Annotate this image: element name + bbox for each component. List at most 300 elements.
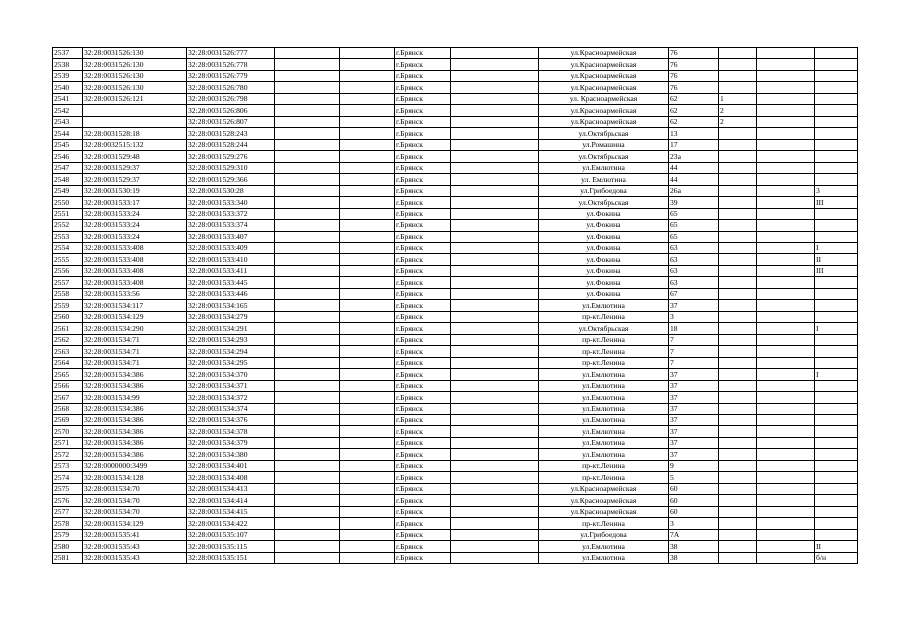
- cell-street: ул.Красноармейская: [539, 82, 669, 93]
- cell-col-4: [275, 59, 340, 70]
- cell-col-4: [275, 48, 340, 59]
- cell-house-number: 38: [669, 541, 719, 552]
- cell-row-number: 2576: [53, 495, 83, 506]
- table-row: [53, 323, 858, 334]
- cell-apartment-number: [719, 70, 757, 81]
- cell-parcel-cadastral-number: 32:28:0031526:130: [83, 59, 187, 70]
- cell-apartment-number: 1: [719, 93, 757, 104]
- cell-col-4: [275, 277, 340, 288]
- cell-parcel-cadastral-number: 32:28:0031535:41: [83, 529, 187, 540]
- cell-object-cadastral-number: 32:28:0031526:806: [187, 105, 275, 116]
- cell-street: ул.Фокина: [539, 277, 669, 288]
- cell-col-7: [451, 197, 539, 208]
- table-row: [53, 70, 858, 81]
- cell-apartment-number: [719, 380, 757, 391]
- cell-house-number: 37: [669, 369, 719, 380]
- cell-row-number: 2569: [53, 415, 83, 426]
- cell-col-11: [757, 185, 815, 196]
- cell-apartment-number: [719, 82, 757, 93]
- table-row: [53, 552, 858, 563]
- cell-parcel-cadastral-number: 32:28:0031534:70: [83, 483, 187, 494]
- cell-col-5: [340, 105, 395, 116]
- cell-city: г.Брянск: [395, 506, 451, 517]
- cell-col-11: [757, 369, 815, 380]
- cell-street: ул.Красноармейская: [539, 506, 669, 517]
- cell-apartment-number: [719, 357, 757, 368]
- cell-building-part: [815, 208, 858, 219]
- cell-house-number: 9: [669, 460, 719, 471]
- cell-col-7: [451, 116, 539, 127]
- cell-parcel-cadastral-number: 32:28:0031534:129: [83, 518, 187, 529]
- cell-col-5: [340, 334, 395, 345]
- cell-col-4: [275, 139, 340, 150]
- cell-city: г.Брянск: [395, 265, 451, 276]
- cell-house-number: 63: [669, 277, 719, 288]
- cell-row-number: 2563: [53, 346, 83, 357]
- cell-col-7: [451, 48, 539, 59]
- registry-table: [52, 47, 858, 564]
- cell-col-4: [275, 495, 340, 506]
- cell-col-5: [340, 300, 395, 311]
- cell-col-5: [340, 277, 395, 288]
- cell-col-11: [757, 105, 815, 116]
- table-row: [53, 357, 858, 368]
- cell-street: ул.Фокина: [539, 242, 669, 253]
- cell-street: ул.Красноармейская: [539, 48, 669, 59]
- cell-city: г.Брянск: [395, 552, 451, 563]
- cell-building-part: [815, 48, 858, 59]
- cell-parcel-cadastral-number: 32:28:0031535:43: [83, 552, 187, 563]
- cell-city: г.Брянск: [395, 231, 451, 242]
- cell-col-4: [275, 380, 340, 391]
- cell-object-cadastral-number: 32:28:0031534:415: [187, 506, 275, 517]
- cell-building-part: [815, 59, 858, 70]
- cell-col-11: [757, 415, 815, 426]
- cell-parcel-cadastral-number: 32:28:0031533:408: [83, 277, 187, 288]
- cell-col-7: [451, 288, 539, 299]
- cell-col-11: [757, 552, 815, 563]
- table-row: [53, 105, 858, 116]
- cell-city: г.Брянск: [395, 311, 451, 322]
- cell-building-part: [815, 231, 858, 242]
- cell-parcel-cadastral-number: 32:28:0031534:71: [83, 357, 187, 368]
- cell-street: ул.Фокина: [539, 231, 669, 242]
- cell-city: г.Брянск: [395, 139, 451, 150]
- cell-col-7: [451, 380, 539, 391]
- cell-parcel-cadastral-number: 32:28:0031526:130: [83, 82, 187, 93]
- cell-parcel-cadastral-number: [83, 105, 187, 116]
- cell-col-7: [451, 265, 539, 276]
- cell-col-5: [340, 311, 395, 322]
- cell-col-11: [757, 277, 815, 288]
- cell-col-11: [757, 483, 815, 494]
- cell-apartment-number: [719, 48, 757, 59]
- cell-col-7: [451, 357, 539, 368]
- cell-row-number: 2566: [53, 380, 83, 391]
- cell-city: г.Брянск: [395, 403, 451, 414]
- cell-col-11: [757, 116, 815, 127]
- table-row: [53, 277, 858, 288]
- cell-row-number: 2571: [53, 437, 83, 448]
- cell-street: ул.Емлютина: [539, 369, 669, 380]
- cell-col-5: [340, 415, 395, 426]
- cell-col-5: [340, 506, 395, 517]
- cell-house-number: 37: [669, 380, 719, 391]
- cell-parcel-cadastral-number: 32:28:0031534:70: [83, 495, 187, 506]
- cell-col-5: [340, 357, 395, 368]
- cell-house-number: 63: [669, 265, 719, 276]
- cell-house-number: 13: [669, 128, 719, 139]
- table-row: [53, 265, 858, 276]
- cell-parcel-cadastral-number: 32:28:0031530:19: [83, 185, 187, 196]
- cell-house-number: 3: [669, 311, 719, 322]
- cell-col-7: [451, 518, 539, 529]
- cell-col-5: [340, 82, 395, 93]
- cell-col-4: [275, 437, 340, 448]
- cell-col-5: [340, 369, 395, 380]
- cell-object-cadastral-number: 32:28:0031533:372: [187, 208, 275, 219]
- cell-apartment-number: [719, 449, 757, 460]
- cell-apartment-number: 2: [719, 105, 757, 116]
- cell-apartment-number: [719, 277, 757, 288]
- cell-row-number: 2538: [53, 59, 83, 70]
- cell-col-11: [757, 460, 815, 471]
- cell-building-part: [815, 288, 858, 299]
- cell-col-11: [757, 506, 815, 517]
- cell-parcel-cadastral-number: 32:28:0031533:56: [83, 288, 187, 299]
- cell-row-number: 2539: [53, 70, 83, 81]
- cell-object-cadastral-number: 32:28:0031533:407: [187, 231, 275, 242]
- cell-city: г.Брянск: [395, 415, 451, 426]
- cell-col-4: [275, 151, 340, 162]
- cell-row-number: 2573: [53, 460, 83, 471]
- cell-house-number: 37: [669, 415, 719, 426]
- cell-row-number: 2547: [53, 162, 83, 173]
- cell-house-number: 7А: [669, 529, 719, 540]
- table-row: [53, 449, 858, 460]
- cell-street: ул.Емлютина: [539, 437, 669, 448]
- cell-object-cadastral-number: 32:28:0031535:107: [187, 529, 275, 540]
- cell-col-11: [757, 392, 815, 403]
- cell-parcel-cadastral-number: 32:28:0031534:290: [83, 323, 187, 334]
- cell-house-number: 37: [669, 403, 719, 414]
- cell-col-5: [340, 70, 395, 81]
- cell-building-part: [815, 483, 858, 494]
- cell-city: г.Брянск: [395, 357, 451, 368]
- cell-city: г.Брянск: [395, 59, 451, 70]
- cell-object-cadastral-number: 32:28:0031526:807: [187, 116, 275, 127]
- cell-col-4: [275, 541, 340, 552]
- cell-object-cadastral-number: 32:28:0031534:408: [187, 472, 275, 483]
- cell-house-number: 3: [669, 518, 719, 529]
- cell-col-4: [275, 242, 340, 253]
- cell-col-11: [757, 128, 815, 139]
- cell-city: г.Брянск: [395, 185, 451, 196]
- cell-apartment-number: [719, 311, 757, 322]
- cell-col-7: [451, 174, 539, 185]
- cell-col-11: [757, 82, 815, 93]
- cell-col-5: [340, 380, 395, 391]
- cell-apartment-number: [719, 174, 757, 185]
- cell-parcel-cadastral-number: 32:28:0031534:386: [83, 426, 187, 437]
- cell-col-7: [451, 151, 539, 162]
- cell-object-cadastral-number: 32:28:0031533:411: [187, 265, 275, 276]
- cell-col-4: [275, 311, 340, 322]
- cell-building-part: III: [815, 265, 858, 276]
- cell-col-5: [340, 93, 395, 104]
- cell-apartment-number: 2: [719, 116, 757, 127]
- cell-col-4: [275, 334, 340, 345]
- cell-building-part: [815, 346, 858, 357]
- cell-city: г.Брянск: [395, 288, 451, 299]
- cell-col-11: [757, 231, 815, 242]
- table-row: [53, 426, 858, 437]
- cell-building-part: [815, 116, 858, 127]
- cell-house-number: 17: [669, 139, 719, 150]
- table-row: [53, 380, 858, 391]
- cell-col-4: [275, 254, 340, 265]
- cell-col-7: [451, 403, 539, 414]
- cell-row-number: 2537: [53, 48, 83, 59]
- cell-city: г.Брянск: [395, 197, 451, 208]
- cell-house-number: 26а: [669, 185, 719, 196]
- cell-building-part: I: [815, 242, 858, 253]
- cell-col-5: [340, 460, 395, 471]
- cell-house-number: 37: [669, 392, 719, 403]
- cell-parcel-cadastral-number: 32:28:0031534:70: [83, 506, 187, 517]
- cell-col-7: [451, 242, 539, 253]
- cell-col-7: [451, 300, 539, 311]
- table-row: [53, 472, 858, 483]
- cell-col-5: [340, 59, 395, 70]
- cell-house-number: 37: [669, 300, 719, 311]
- cell-row-number: 2580: [53, 541, 83, 552]
- cell-building-part: [815, 506, 858, 517]
- cell-apartment-number: [719, 197, 757, 208]
- cell-object-cadastral-number: 32:28:0031529:276: [187, 151, 275, 162]
- cell-parcel-cadastral-number: 32:28:0031534:71: [83, 346, 187, 357]
- cell-col-11: [757, 529, 815, 540]
- cell-object-cadastral-number: 32:28:0031534:376: [187, 415, 275, 426]
- cell-building-part: [815, 128, 858, 139]
- cell-street: ул.Емлютина: [539, 380, 669, 391]
- cell-col-7: [451, 506, 539, 517]
- cell-object-cadastral-number: 32:28:0031533:340: [187, 197, 275, 208]
- cell-col-7: [451, 495, 539, 506]
- cell-house-number: 60: [669, 495, 719, 506]
- cell-col-7: [451, 231, 539, 242]
- cell-house-number: 76: [669, 59, 719, 70]
- cell-object-cadastral-number: 32:28:0031533:374: [187, 220, 275, 231]
- cell-building-part: III: [815, 197, 858, 208]
- cell-object-cadastral-number: 32:28:0031534:378: [187, 426, 275, 437]
- cell-object-cadastral-number: 32:28:0031534:294: [187, 346, 275, 357]
- cell-city: г.Брянск: [395, 392, 451, 403]
- cell-object-cadastral-number: 32:28:0031533:445: [187, 277, 275, 288]
- cell-building-part: [815, 162, 858, 173]
- cell-row-number: 2540: [53, 82, 83, 93]
- cell-street: ул.Емлютина: [539, 415, 669, 426]
- cell-col-4: [275, 220, 340, 231]
- cell-street: ул. Красноармейская: [539, 93, 669, 104]
- cell-apartment-number: [719, 346, 757, 357]
- table-row: [53, 59, 858, 70]
- cell-building-part: [815, 93, 858, 104]
- cell-col-7: [451, 415, 539, 426]
- cell-row-number: 2553: [53, 231, 83, 242]
- cell-city: г.Брянск: [395, 48, 451, 59]
- cell-col-7: [451, 529, 539, 540]
- cell-street: ул.Красноармейская: [539, 59, 669, 70]
- cell-col-4: [275, 460, 340, 471]
- cell-object-cadastral-number: 32:28:0031534:374: [187, 403, 275, 414]
- cell-row-number: 2556: [53, 265, 83, 276]
- cell-apartment-number: [719, 437, 757, 448]
- cell-object-cadastral-number: 32:28:0031534:279: [187, 311, 275, 322]
- cell-city: г.Брянск: [395, 449, 451, 460]
- cell-col-11: [757, 288, 815, 299]
- cell-street: ул.Красноармейская: [539, 495, 669, 506]
- cell-house-number: 63: [669, 242, 719, 253]
- table-row: [53, 437, 858, 448]
- cell-row-number: 2554: [53, 242, 83, 253]
- cell-apartment-number: [719, 369, 757, 380]
- cell-city: г.Брянск: [395, 162, 451, 173]
- cell-object-cadastral-number: 32:28:0031534:295: [187, 357, 275, 368]
- cell-col-5: [340, 242, 395, 253]
- cell-row-number: 2549: [53, 185, 83, 196]
- cell-object-cadastral-number: 32:28:0031526:780: [187, 82, 275, 93]
- cell-parcel-cadastral-number: 32:28:0000000:3499: [83, 460, 187, 471]
- cell-building-part: [815, 403, 858, 414]
- cell-parcel-cadastral-number: 32:28:0031533:408: [83, 242, 187, 253]
- cell-building-part: [815, 311, 858, 322]
- cell-col-7: [451, 105, 539, 116]
- cell-col-11: [757, 437, 815, 448]
- cell-building-part: [815, 334, 858, 345]
- cell-col-7: [451, 185, 539, 196]
- cell-house-number: 63: [669, 254, 719, 265]
- table-row: [53, 392, 858, 403]
- table-row: [53, 208, 858, 219]
- cell-col-7: [451, 162, 539, 173]
- cell-apartment-number: [719, 415, 757, 426]
- cell-house-number: 62: [669, 93, 719, 104]
- cell-city: г.Брянск: [395, 334, 451, 345]
- cell-col-11: [757, 70, 815, 81]
- cell-row-number: 2544: [53, 128, 83, 139]
- cell-building-part: [815, 380, 858, 391]
- cell-col-7: [451, 220, 539, 231]
- cell-col-4: [275, 93, 340, 104]
- cell-col-4: [275, 300, 340, 311]
- cell-apartment-number: [719, 392, 757, 403]
- cell-object-cadastral-number: 32:28:0031534:413: [187, 483, 275, 494]
- cell-col-5: [340, 231, 395, 242]
- cell-row-number: 2572: [53, 449, 83, 460]
- cell-apartment-number: [719, 220, 757, 231]
- cell-city: г.Брянск: [395, 529, 451, 540]
- cell-parcel-cadastral-number: 32:28:0031534:128: [83, 472, 187, 483]
- cell-parcel-cadastral-number: 32:28:0032515:132: [83, 139, 187, 150]
- cell-object-cadastral-number: 32:28:0031534:379: [187, 437, 275, 448]
- cell-col-11: [757, 220, 815, 231]
- cell-col-7: [451, 483, 539, 494]
- cell-col-4: [275, 529, 340, 540]
- cell-col-5: [340, 437, 395, 448]
- cell-col-11: [757, 323, 815, 334]
- cell-col-7: [451, 59, 539, 70]
- cell-apartment-number: [719, 185, 757, 196]
- cell-row-number: 2543: [53, 116, 83, 127]
- cell-city: г.Брянск: [395, 277, 451, 288]
- cell-street: ул.Фокина: [539, 254, 669, 265]
- cell-col-4: [275, 105, 340, 116]
- cell-row-number: 2561: [53, 323, 83, 334]
- cell-house-number: 44: [669, 174, 719, 185]
- cell-building-part: [815, 518, 858, 529]
- cell-object-cadastral-number: 32:28:0031528:243: [187, 128, 275, 139]
- cell-col-4: [275, 162, 340, 173]
- cell-apartment-number: [719, 254, 757, 265]
- cell-street: ул.Емлютина: [539, 541, 669, 552]
- cell-building-part: [815, 449, 858, 460]
- cell-col-4: [275, 185, 340, 196]
- cell-row-number: 2555: [53, 254, 83, 265]
- cell-parcel-cadastral-number: 32:28:0031534:386: [83, 415, 187, 426]
- cell-building-part: [815, 300, 858, 311]
- cell-row-number: 2559: [53, 300, 83, 311]
- cell-parcel-cadastral-number: 32:28:0031534:386: [83, 449, 187, 460]
- cell-parcel-cadastral-number: 32:28:0031533:408: [83, 265, 187, 276]
- cell-building-part: [815, 139, 858, 150]
- cell-street: ул.Фокина: [539, 220, 669, 231]
- cell-col-4: [275, 449, 340, 460]
- cell-col-4: [275, 552, 340, 563]
- cell-city: г.Брянск: [395, 128, 451, 139]
- table-row: [53, 346, 858, 357]
- cell-col-7: [451, 311, 539, 322]
- cell-street: пр-кт.Ленина: [539, 346, 669, 357]
- cell-parcel-cadastral-number: 32:28:0031533:24: [83, 231, 187, 242]
- cell-col-7: [451, 128, 539, 139]
- cell-parcel-cadastral-number: 32:28:0031534:386: [83, 403, 187, 414]
- cell-col-5: [340, 529, 395, 540]
- cell-object-cadastral-number: 32:28:0031534:371: [187, 380, 275, 391]
- cell-col-4: [275, 426, 340, 437]
- cell-parcel-cadastral-number: 32:28:0031529:37: [83, 162, 187, 173]
- cell-street: ул.Фокина: [539, 288, 669, 299]
- cell-city: г.Брянск: [395, 483, 451, 494]
- cell-building-part: [815, 357, 858, 368]
- cell-house-number: 37: [669, 426, 719, 437]
- cell-col-5: [340, 472, 395, 483]
- cell-house-number: 18: [669, 323, 719, 334]
- cell-col-5: [340, 449, 395, 460]
- cell-house-number: 44: [669, 162, 719, 173]
- cell-house-number: 37: [669, 437, 719, 448]
- cell-col-5: [340, 185, 395, 196]
- table-row: [53, 311, 858, 322]
- cell-col-7: [451, 139, 539, 150]
- cell-street: пр-кт.Ленина: [539, 518, 669, 529]
- cell-col-7: [451, 369, 539, 380]
- table-row: [53, 495, 858, 506]
- cell-object-cadastral-number: 32:28:0031529:366: [187, 174, 275, 185]
- cell-col-11: [757, 472, 815, 483]
- cell-col-5: [340, 403, 395, 414]
- cell-col-5: [340, 541, 395, 552]
